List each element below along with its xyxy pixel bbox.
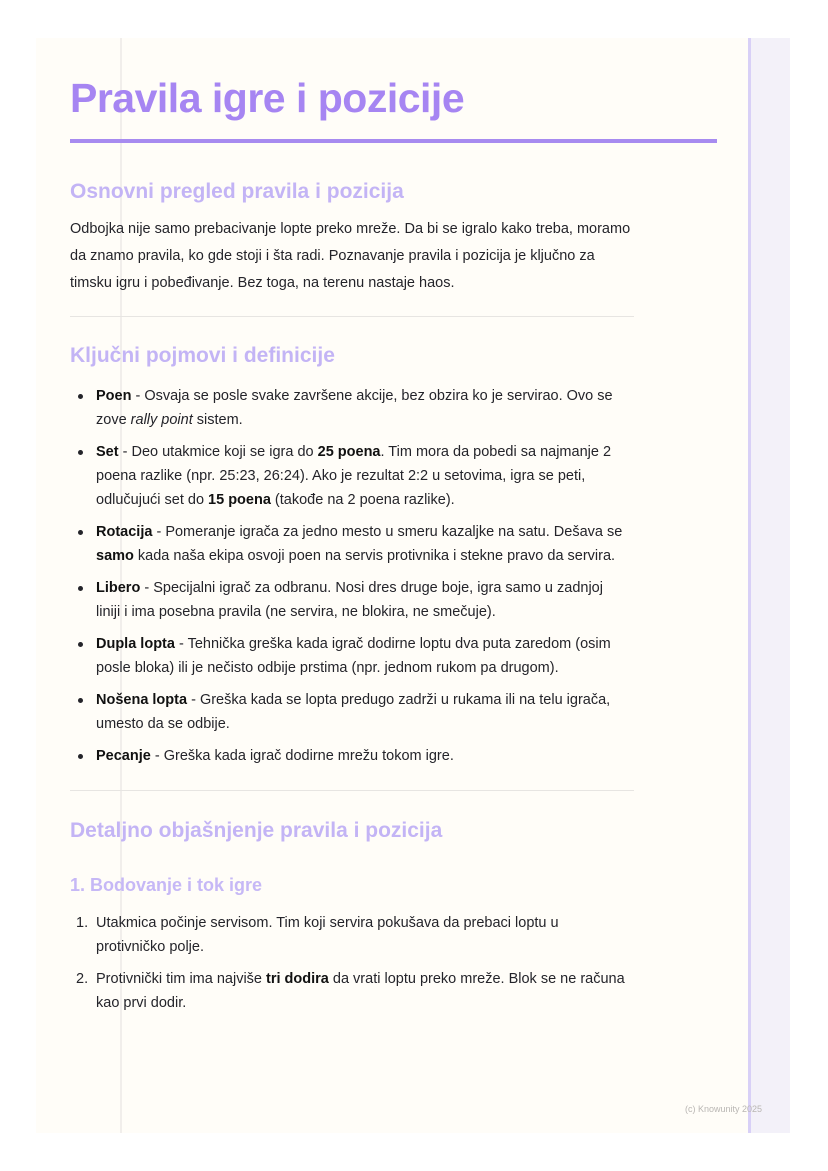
term-separator: - — [174, 636, 188, 652]
bullet-icon — [78, 450, 83, 455]
term-emphasis: 25 poena — [317, 444, 381, 460]
term-text: . Tim mora da pobedi sa najmanje 2 poena razlike (npr. 25:23, 26:24). Ako je rezultat 2:2 u setovima, igra se peti, odlučujući set do — [96, 444, 612, 508]
item-emphasis: tri dodira — [266, 971, 329, 987]
term-text: Osvaja se posle svake završene akcije, bez obzira ko je servirao. Ovo se zove — [96, 388, 613, 428]
section-heading-details: Detaljno objašnjenje pravila i pozicija — [70, 819, 443, 842]
page-title: Pravila igre i pozicije — [70, 75, 465, 121]
list-item-set — [70, 440, 630, 512]
numbered-item — [70, 911, 630, 959]
term-label: Rotacija — [96, 524, 153, 540]
numbered-item — [70, 967, 630, 1015]
term-label: Pecanje — [96, 748, 151, 764]
bullet-icon — [78, 530, 83, 535]
bullet-icon — [78, 754, 83, 759]
term-separator: - — [118, 444, 132, 460]
bullet-icon — [78, 642, 83, 647]
item-number: 1. — [76, 915, 89, 931]
list-item-nosena-lopta — [70, 688, 630, 736]
term-label: Libero — [96, 580, 141, 596]
copyright-credit: (c) Knowunity 2025 — [685, 1104, 763, 1114]
term-text: Greška kada igrač dodirne mrežu tokom igre. — [163, 748, 454, 764]
term-separator: - — [140, 580, 154, 596]
item-text: da vrati loptu preko mreže. Blok se ne računa kao prvi dodir. — [96, 971, 625, 1011]
bullet-icon — [78, 586, 83, 591]
term-text: Tehnička greška kada igrač dodirne loptu dva puta zaredom (osim posle bloka) ili je nečisto odbije prstima (npr. jednom rukom pa drugom). — [96, 636, 611, 676]
term-separator: - — [131, 388, 145, 404]
side-strip — [748, 38, 790, 1133]
item-number: 2. — [76, 971, 89, 987]
term-emphasis: 15 poena — [208, 492, 271, 508]
scoring-list — [70, 911, 630, 1015]
bullet-icon — [78, 394, 83, 399]
term-separator: - — [187, 692, 200, 708]
term-text: Specijalni igrač za odbranu. Nosi dres druge boje, igra samo u zadnjoj liniji i ima posebna pravila (ne servira, ne blokira, ne smečuje). — [96, 580, 603, 620]
term-text: kada naša ekipa osvoji poen na servis protivnika i stekne pravo da servira. — [133, 548, 616, 564]
term-text: Deo utakmice koji se igra do — [131, 444, 318, 460]
term-emphasis: samo — [96, 548, 134, 564]
section-heading-terms: Ključni pojmovi i definicije — [70, 344, 335, 367]
overview-paragraph: Odbojka nije samo prebacivanje lopte preko mreže. Da bi se igralo kako treba, moramo da znamo pravila, ko gde stoji i šta radi. Poznavanje pravila i pozicija je ključno za timsku igru i pobeđivanje. Bez toga, na terenu nastaje haos. — [70, 221, 631, 291]
list-item-poen — [70, 384, 630, 432]
bullet-icon — [78, 698, 83, 703]
side-strip-border — [748, 38, 751, 1133]
list-item-libero — [70, 576, 630, 624]
term-text: sistem. — [192, 412, 243, 428]
item-text: Protivnički tim ima najviše — [96, 971, 267, 987]
term-label: Nošena lopta — [96, 692, 188, 708]
item-text: Utakmica počinje servisom. Tim koji servira pokušava da prebaci loptu u protivničko polje. — [96, 915, 559, 955]
subsection-heading-scoring: 1. Bodovanje i tok igre — [70, 875, 263, 895]
term-label: Set — [96, 444, 119, 460]
term-separator: - — [152, 524, 166, 540]
term-label: Poen — [96, 388, 132, 404]
section-heading-overview: Osnovni pregled pravila i pozicija — [70, 180, 404, 203]
list-item-dupla-lopta — [70, 632, 630, 680]
term-text: Pomeranje igrača za jedno mesto u smeru kazaljke na satu. Dešava se — [165, 524, 623, 540]
term-label: Dupla lopta — [96, 636, 175, 652]
list-item-pecanje — [70, 744, 630, 768]
term-text: (takođe na 2 poena razlike). — [270, 492, 455, 508]
list-item-rotacija — [70, 520, 630, 568]
term-italic: rally point — [130, 412, 193, 428]
term-separator: - — [150, 748, 164, 764]
terms-list — [70, 384, 630, 768]
term-text: Greška kada se lopta predugo zadrži u rukama ili na telu igrača, umesto da se odbije. — [96, 692, 611, 732]
document-content — [70, 70, 718, 1023]
